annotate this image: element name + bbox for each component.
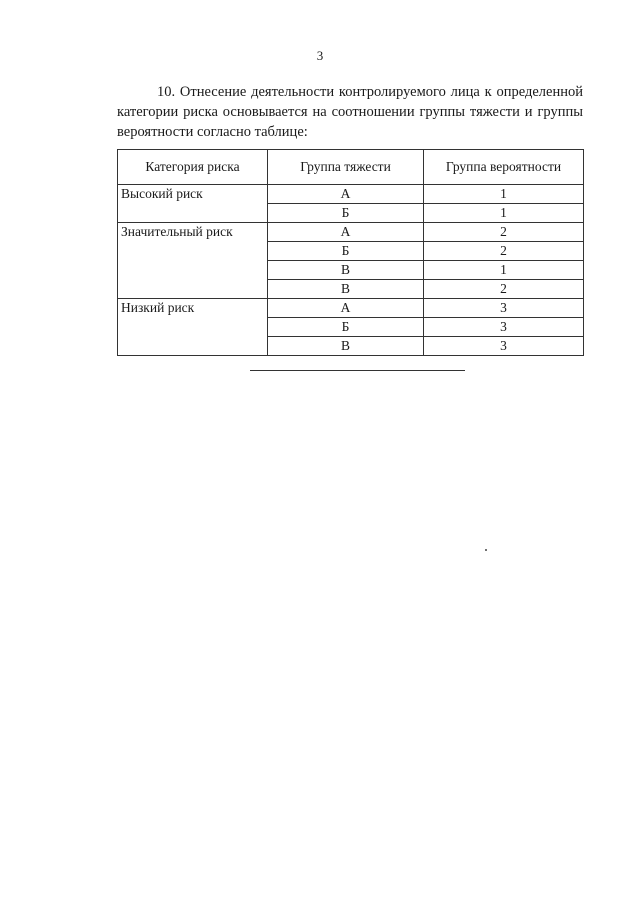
severity-cell: Б xyxy=(268,242,424,261)
table-row xyxy=(118,299,584,318)
probability-cell: 3 xyxy=(424,318,584,337)
severity-cell: Б xyxy=(268,204,424,223)
severity-cell: В xyxy=(268,261,424,280)
probability-cell: 1 xyxy=(424,204,584,223)
table-row xyxy=(118,223,584,242)
risk-category-table xyxy=(117,149,584,356)
table-row xyxy=(118,185,584,204)
severity-cell: Б xyxy=(268,318,424,337)
probability-cell: 1 xyxy=(424,261,584,280)
probability-cell: 3 xyxy=(424,337,584,356)
severity-cell: А xyxy=(268,299,424,318)
severity-cell: В xyxy=(268,280,424,299)
category-high-risk: Высокий риск xyxy=(118,185,268,223)
probability-cell: 2 xyxy=(424,223,584,242)
category-significant-risk: Значительный риск xyxy=(118,223,268,299)
probability-cell: 2 xyxy=(424,280,584,299)
severity-cell: А xyxy=(268,185,424,204)
end-separator-line xyxy=(250,370,465,371)
page-number: 3 xyxy=(316,48,324,63)
probability-cell: 3 xyxy=(424,299,584,318)
header-probability-group: Группа вероятности xyxy=(424,150,584,185)
scan-speck xyxy=(485,549,487,551)
category-low-risk: Низкий риск xyxy=(118,299,268,356)
header-severity-group: Группа тяжести xyxy=(268,150,424,185)
severity-cell: А xyxy=(268,223,424,242)
severity-cell: В xyxy=(268,337,424,356)
probability-cell: 1 xyxy=(424,185,584,204)
header-risk-category: Категория риска xyxy=(118,150,268,185)
table-header-row xyxy=(118,150,584,185)
probability-cell: 2 xyxy=(424,242,584,261)
body-paragraph: 10. Отнесение деятельности контролируемого лица к определенной категории риска основывается на соотношении группы тяжести и группы вероятности согласно таблице: xyxy=(117,84,583,140)
